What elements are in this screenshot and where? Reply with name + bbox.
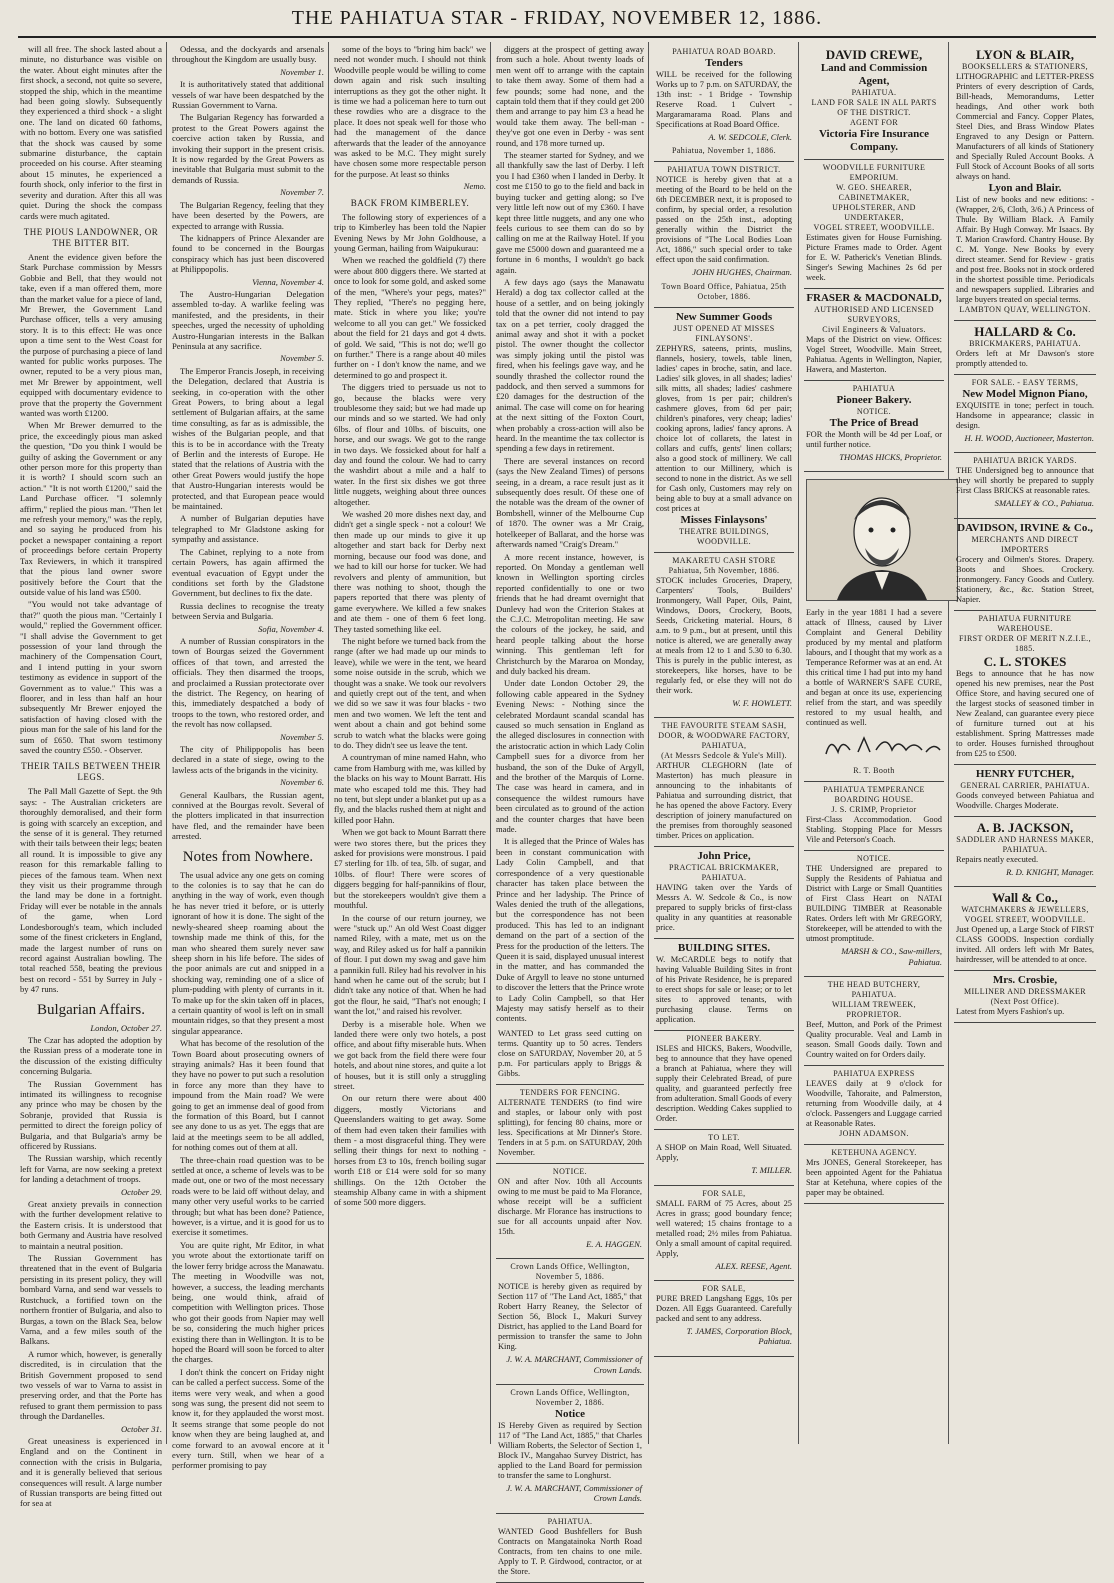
dateline: November 5. <box>280 731 324 742</box>
ad-wall-co: Wall & Co., WATCHMAKERS & JEWELLERS, VOGEL STREET, WOODVILLE. Just Opened up, a Large Stock of FIRST CLASS GOODS. Inspection cordially invited. All orders left with Mr Bates, hairdresser, will be attended to at once. <box>954 887 1096 971</box>
ad-wanted-grass: WANTED to Let grass seed cutting on terms. Quantity up to 50 acres. Tenders close on SATURDAY, November 20, at 5 p.m. For particulars apply to Briggs & Gibbs. <box>496 1026 644 1085</box>
article-paragraph: The kidnappers of Prince Alexander are found to be concerned in the Bourgas conspiracy which has just been discovered at Philippopolis. <box>172 232 324 275</box>
article-paragraph: A number of Russian conspirators in the town of Bourgas seized the Government offices of that town, and arrested the officials. They then disarmed the troops, and proclaimed a Russian protectorate over the district. The Regency, on hearing of this, immediately despatched a body of troops to the town, who restored order, and the revolt has now collapsed. <box>172 635 324 730</box>
ad-brick-yards: PAHIATUA BRICK YARDS. THE Undersigned beg to announce that they will shortly be prepared to supply First Class BRICKS at reasonable rates. SMALLEY & CO., Pahiatua. <box>954 453 1096 518</box>
ad-mignon-piano: FOR SALE. - EASY TERMS, New Model Mignon Piano, EXQUISITE in tone; perfect in touch. Handsome in appearance; classic in design. H. H. WOOD, Auctioneer, Masterton. <box>954 375 1096 453</box>
dateline: Sofia, November 4. <box>258 623 324 634</box>
ad-henry-futcher: HENRY FUTCHER, GENERAL CARRIER, PAHIATUA. Goods conveyed between Pahiatua and Woodville. Charges Moderate. <box>954 765 1096 817</box>
article-paragraph: I don't think the concert on Friday night can be called a perfect success. Some of the items were very weak, and when a good song was sung, the present did not seem to know it, for they applauded the worst most. It seems strange that some people do not know when they are being laughed at, and come forward to an avowal encore at it every turn. Still, when we hear of a performer promising to pay <box>172 1366 324 1471</box>
article-paragraph: Russia declines to recognise the treaty between Servia and Bulgaria. <box>172 600 324 622</box>
article-paragraph: When we reached the goldfield (7) there were about 800 diggers there. We started at once to look for some gold, and asked some of the men, "Where's your pegs, mates?" They replied, "There's no pegging here, mate. Stick in where you like; you're welcome to all you can get." We fossicked about the field for 21 days and got 4 dwts. of gold. We said, "This is not do; we'll go on further." There is a range about 40 miles further on - I don't know the name, and we determined to go and prospect it. <box>334 255 486 380</box>
headline-notes-from-nowhere: Notes from Nowhere. <box>182 848 314 865</box>
column-1 <box>20 44 162 1509</box>
article-paragraph: What has become of the resolution of the Town Board about prosecuting owners of straying animals? Has it been found that they have no power to put such a resolution in force any more than they have to impound from the Main road? We were going to get an immense deal of good from the formation of this Board, but I cannot see any done to us as yet. The eggs that are laid at the meetings seem to be all addled, for nothing comes out of them at all. <box>172 1038 324 1153</box>
column-3 <box>334 44 486 1444</box>
column-4 <box>496 44 644 1576</box>
column-rule <box>798 42 799 1444</box>
article-paragraph: When we got back to Mount Barratt there were two stores there, but the prices they asked for provisions were monstrous. I paid £7 sterling for 1lb. of tea, 5lb. of sugar, and 10lbs. of flour! There were scores of diggers begging for half-pannikins of flour, but the storekeepers wouldn't give them a mouthful. <box>334 827 486 911</box>
article-paragraph: We washed 20 more dishes next day, and didn't get a single speck - not a colour! We then made up our minds to give it up altogether and start back for Derby next morning, because our food was done, and we had to kill our horse for tucker. We had revolvers and plenty of ammunition, but there was nothing to shoot, though the papers reported that there was plenty of game everywhere. We killed a few snakes and ate them - one of them 6 feet long. They tasted something like eel. <box>334 509 486 634</box>
dateline: November 7. <box>280 187 324 198</box>
headline-bulgarian-affairs: Bulgarian Affairs. <box>36 1001 146 1018</box>
article-paragraph: On our return there were about 400 diggers, mostly Victorians and Queenslanders waiting to get away. Some of them had even taken their families with them - a most disgraceful thing. They were selling their things for next to nothing - horses from £3 to 10s, french boiling sugar worth £18 or £14 were sold for so many shillings. On the 12th October the steamship Albany came in with a shipment of some 500 more diggers. <box>334 1093 486 1208</box>
headline-their-tails: THEIR TAILS BETWEEN THEIR LEGS. <box>21 761 161 783</box>
column-2 <box>172 44 325 1471</box>
dateline: October 31. <box>120 1423 162 1434</box>
ad-to-let: TO LET. A SHOP on Main Road, Well Situated. Apply, T. MILLER. <box>654 1130 794 1185</box>
article-paragraph: Great uneasiness is experienced in England and on the Continent in connection with the crisis in Bulgaria, and it is generally believed that serious consequences will result. A large number of Russian transports are being fitted out for sea at <box>20 1435 162 1509</box>
article-paragraph: Odessa, and the dockyards and arsenals throughout the Kingdom are usually busy. <box>172 44 324 65</box>
ad-furniture-warehouse: PAHIATUA FURNITURE WAREHOUSE. FIRST ORDER OF MERIT N.Z.I.E., 1885. C. L. STOKES Begs to announce that he has now opened his new premises, near the Post Office Store, and having secured one of the largest stocks of seasoned timber in New Zealand, can guarantee every piece of furniture turned out at his establishment. Spring Mattresses made to order. Houses furnished throughout from £25 to £500. <box>954 611 1096 765</box>
article-paragraph: It is alleged that the Prince of Wales has been in constant communication with Lady Colin Campbell, and that correspondence of a very questionable character has taken place between the Prince and her ladyship. The Prince of Wales denied the truth of the allegations, but the correspondence has not been produced. This has led to an indignant demand on the part of a section of the Press for the production of the letters. The Queen it is said, displayed unusual interest in the matter, and has commanded the Duke of Argyll to leave no stone unturned to discover the letters that the Prince wrote to Lady Colin Campbell, so that Her Majesty may satisfy herself as to their contents. <box>496 836 644 1024</box>
article-paragraph: General Kaulbars, the Russian agent, connived at the Bourgas revolt. Several of the plotters implicated in that insurrection have fled, and the remainder have been arrested. <box>172 789 324 842</box>
ad-crown-lands-1: Crown Lands Office, Wellington, November 5, 1886. NOTICE is hereby given as required by Section 117 of "The Land Act, 1885," that Robert Harry Reaney, the Selector of Section 56, Block I., Makuri Survey District, has applied to the Land Board for permission to transfer the same to John King. J. W. A. MARCHANT, Commissioner of Crown Lands. <box>496 1259 644 1385</box>
headline-back-from-kimberley: BACK FROM KIMBERLEY. <box>350 197 470 208</box>
article-paragraph: The Pall Mall Gazette of Sept. the 9th says: - The Australian cricketers are thoroughly demoralised, and their form is going with scarcely an exception, and the sense of it is general. They returned with their tails between their legs; beaten all round. It is impossible to give any reason for this remarkable falling to pieces of the famous team. When next they visit us their programme through the land may be done in a fortnight. Friday will ever be notable in the annals of the game, when Lord Londesborough's team, which included some of the finest cricketers in England, made the largest number of runs on record against Australian bowling. The total reached 558, beating the previous best on record - 551 by Surrey in July - by 47 runs. <box>20 786 162 995</box>
ad-timber-notice: NOTICE. THE Undersigned are prepared to Supply the Residents of Pahiatua and District with Large or Small Quantities of First Class Heart on NATAI BUILDING TIMBER at Reasonable Rates. Orders left with Mr GREGORY, Storekeeper, will be attended to with the utmost promptitude. MARSH & CO., Saw-millers, Pahiatua. <box>804 851 944 977</box>
ad-head-butchery: THE HEAD BUTCHERY, PAHIATUA. WILLIAM TREWEEK, PROPRIETOR. Beef, Mutton, and Pork of the Primest Quality procurable. Veal and Lamb in season. Small Goods daily. Town and Country waited on for Orders daily. <box>804 977 944 1066</box>
signature: Nemo. <box>463 181 486 192</box>
ad-david-crewe: DAVID CREWE, Land and Commission Agent, PAHIATUA. LAND FOR SALE IN ALL PARTS OF THE DISTRICT. AGENT FOR Victoria Fire Insurance Company. <box>804 44 944 160</box>
ad-sash-factory: THE FAVOURITE STEAM SASH, DOOR, & WOODWARE FACTORY, PAHIATUA, (At Messrs Sedcole & Yule's Mill). ARTHUR CLEGHORN (late of Masterton) has much pleasure in announcing to the inhabitants of Pahiatua and surrounding district, that he has opened the above Factory. Every description of joinery manufactured on the premises from thoroughly seasoned timber. Prices on application. <box>654 718 794 847</box>
article-paragraph: diggers at the prospect of getting away from such a hole. About twenty loads of men went off to arrange with the captain to take them away. Some of them had a few pounds; some had none, and the captain told them that if they could get 200 them and arrange to pay him £3 a head he would take them away. The bell-man - they've got one even in Derby - was sent round, and 178 more turned up. <box>496 44 644 148</box>
ad-davidson-irvine: DAVIDSON, IRVINE & Co., MERCHANTS AND DIRECT IMPORTERS Grocery and Oilmen's Stores. Drapery. Boots and Shoes. Crockery. Ironmongery. Fancy Goods and Cutlery. Stationery, &c., &c. Station Street, Napier. <box>954 519 1096 611</box>
article-paragraph: The Czar has adopted the adoption by the Russian press of a moderate tone in the discussion of the existing difficulty concerning Bulgaria. <box>20 1034 162 1077</box>
article-paragraph: The Austro-Hungarian Delegation assembled to-day. A warlike feeling was manifested, and the presidents, in their speeches, urged the necessity of upholding Austro-Hungarian interests in the Balkan Peninsula at any sacrifice. <box>172 288 324 351</box>
article-paragraph: The city of Philippopolis has been declared in a state of siege, owing to the lawless acts of the brigands in the vicinity. <box>172 744 324 775</box>
article-paragraph: Derby is a miserable hole. When we landed there were only two hotels, a post office, and about fifty miserable huts. When we got back from the field there were four hotels, and about nine stores, and quite a lot of houses, but it is still only a struggling street. <box>334 1018 486 1091</box>
column-rule <box>490 42 491 1444</box>
article-paragraph: It is authoritatively stated that additional vessels of war have been despatched by the Russian Government to Varna. <box>172 79 324 111</box>
ad-woodville-furniture: WOODVILLE FURNITURE EMPORIUM. W. GEO. SHEARER, CABINETMAKER, UPHOLSTERER, AND UNDERTAKER, VOGEL STREET, WOODVILLE. Estimates given for House Furnishing. Picture Frames made to Order. Agent for E. W. Patherick's Venetian Blinds. Singer's Sewing Machines 2s 6d per week. <box>804 160 944 289</box>
dateline: October 29. <box>120 1186 162 1197</box>
portrait-engraving <box>806 479 958 601</box>
ad-makaretu-store: MAKARETU CASH STORE Pahiatua, 5th November, 1886. STOCK includes Groceries, Drapery, Carpenters' Tools, Builders' Ironmongery, Wall Paper, Oils, Paint, Windows, Doors, Crockery, Boots, Seeds, Cricketing material. Hours, 8 a.m. to 9 p.m., but at present, until this notice is altered, we are generally away at meals from 12 to 1 and 5.30 to 6.30. This is purely in the public interest, as storekeepers, like horses, have to be regularly fed, or else they will not do their work. W. F. HOWLETT. <box>654 553 794 718</box>
column-6 <box>804 44 944 1444</box>
article-paragraph: The diggers tried to persuade us not to go, because the blacks were very troublesome they said; but we had made up our minds and so we started. We had only 6lbs. of flour and 10lbs. of biscuits, one horse, and our swags. We got to the range in two days. We fossicked about for half a day and found the colour. We had to carry the washdirt about a mile and a half to water. In the first six dishes we got three little nuggets, weighing about three ounces altogether. <box>334 382 486 507</box>
article-paragraph: A rumor which, however, is generally discredited, is in circulation that the British Government proposed to send two vessels of war to Varna to assist in preserving order, and that the Porte has refused to grant them permission to pass through the Dardanelles. <box>20 1348 162 1422</box>
masthead: THE PAHIATUA STAR - FRIDAY, NOVEMBER 12, 1886. <box>291 7 823 29</box>
article-paragraph: some of the boys to "bring him back" we need not wonder much. I should not think Woodville people would be willing to come down again and risk such insulting interruptions as they got the other night. It is time we had a policeman here to turn out these rowdies who are a disgrace to the place. It does not speak well for those who had the management of the dance afterwards that the leader of the annoyance was asked to be M.C. They might surely have chosen some more respectable person for the purpose. At least so thinks <box>334 44 486 179</box>
article-paragraph: Anent the evidence given before the Stark Purchase commission by Messrs Gobbie and Bell, that they would not take, even if a man offered them, more than the market value for a piece of land, Mr Brewer, the Government Land Purchase officer, tells a very amusing story. It is to this effect: He was once upon a time sent to the West Coast for the purpose of purchasing a piece of land wanted for public works purposes. The owner, reputed to be a very pious man, met Mr Brewer by appointment, well equipped with documentary evidence to prove that the property the Government wanted was worth £1200. <box>20 251 162 418</box>
article-paragraph: The usual advice any one gets on coming to the colonies is to say that he can do anything in the way of work, even though he has never tried it before, or is utterly ignorant of how it is done. The sight of the newly-sheared sheep roaming about the township made me think of this, for the man who sheared them surely never saw sheep shorn in his life before. The sides of the poor animals are cut and snipped in a shocking way, reminding one of a slice of plum-pudding with plenty of currants in it. To make up for the skin taken off in places, a certain quantity of wool is left on in small mountain ridges, so that they present a most singular appearance. <box>172 869 324 1036</box>
article-paragraph: When Mr Brewer demurred to the price, the exceedingly pious man asked the question, "Do you think I would be guilty of asking the Government or any other person more for this property than it is worth? I should scorn such an action." "It is not worth £1200," said the Land Purchase officer. "I solemnly affirm," replied the pious man. "Then let me refresh your memory," was the reply, and so saying he produced from his pocket a newspaper containing a report of proceedings before certain Property Tax Reviewers, in which it transpired that the pious land owner swore positively before the Court that the outside value of his land was £500. <box>20 420 162 597</box>
article-paragraph: There are several instances on record (says the New Zealand Times) of persons seeing, in a dream, a race result just as it subsequently does result. Of these one of the notable was the dream of the owner of Bombshell, winner of the Melbourne Cup of 1870. The owner was a Mr Craig, hotelkeeper of Ballarat, and the horse was afterwards named "Craig's Dream." <box>496 455 644 550</box>
ad-town-district: PAHIATUA TOWN DISTRICT. NOTICE is hereby given that at a meeting of the Board to be held on the 6th DECEMBER next, it is proposed to confirm, by special order, a resolution passed on the 25th inst., adopting generally within the District the provisions of "The Local Bodies Loan Act, 1886," such special order to take effect upon the said confirmation. JOHN HUGHES, Chairman. Town Board Office, Pahiatua, 25th October, 1886. <box>654 162 794 307</box>
ad-pioneer-bakery: PIONEER BAKERY. ISLES and HICKS, Bakers, Woodville, beg to announce that they have opened a branch at Pahiatua, where they will supply their Celebrated Bread, of pure quality, and guaranteed perfectly free from adulteration. Small Goods of every description. Wedding Cakes supplied to Order. <box>654 1031 794 1130</box>
dateline: Vienna, November 4. <box>252 276 324 287</box>
article-paragraph: A countryman of mine named Hahn, who came from Hamburg with me, was killed by the blacks on his way to Mount Barratt. His mate who escaped told me this. They had no tent, but slept under a blanket put up as a fly, and the blacks rushed them at night and killed poor Hahn. <box>334 752 486 825</box>
ad-for-sale-eggs: FOR SALE, PURE BRED Langshang Eggs, 10s per Dozen. All Eggs Guaranteed. Carefully packed and sent to any address. T. JAMES, Corporation Block, Pahiatua. <box>654 1281 794 1357</box>
article-paragraph: The Russian Government has threatened that in the event of Bulgaria persisting in its present policy, they will bombard Varna, and send war vessels to Rustchuck, a fortified town on the northern frontier of Bulgaria, and also to Burgas, a town on the Black Sea, below Varna, and a few miles south of the Balkans. <box>20 1253 162 1347</box>
article-paragraph: The three-chain road question was to be settled at once, a scheme of levels was to be made out, one or two of the most necessary roads were to be laid off without delay, and many other very useful works to be carried through; but what has been done? Patience, however, is a virtue, and it is good for us to exercise it sometimes. <box>172 1154 324 1238</box>
article-paragraph: The Bulgarian Regency has forwarded a protest to the Great Powers against the coercive action taken by Russia, and invoking their support in the present crisis. It is now regarded by the Great Powers as inevitable that Bulgaria must submit to the demands of Russia. <box>172 112 324 185</box>
article-paragraph: The Russian warship, which recently left for Varna, are now seeking a pretext for landing a detachment of troops. <box>20 1153 162 1185</box>
ad-summer-goods: New Summer Goods JUST OPENED AT MISSES FINLAYSONS'. ZEPHYRS, sateens, prints, muslins, flannels, hosiery, towels, table linen, ladies' capes in broche, satin, and lace. Ladies' silk gloves, in all shades; ladies' silk mitts, all shades; ladies' cashmere gloves, from 1s per pair; children's cashmere gloves, from 6d per pair; children's pinafores, very cheap; ladies' cooking aprons, ladies' fancy aprons. A choice lot of collarets, the latest in collars and cuffs, gents' linen collars; also a good stock of millinery. We call attention to our Millinery, which is second to none in the district. As we sell for Cash only, Customers may rely on being able to buy at a small advance on cost prices at Misses Finlaysons' THEATRE BUILDINGS, WOODVILLE. <box>654 308 794 553</box>
ad-john-price: John Price, PRACTICAL BRICKMAKER, PAHIATUA. HAVING taken over the Yards of Messrs A. W. Sedcole & Co., is now prepared to supply bricks of first-class quality in any quantities at reasonable price. <box>654 847 794 939</box>
ad-notice-haggen: NOTICE. ON and after Nov. 10th all Accounts owing to me must be paid to Ma Florance, whose receipt will be a sufficient discharge. Mr Florance has instructions to sue for all accounts unpaid after Nov. 15th. E. A. HAGGEN. <box>496 1164 644 1259</box>
article-paragraph: Great anxiety prevails in connection with the further development relative to the Eastern crisis. It is understood that both Germany and Austria have resolved to maintain a neutral position. <box>20 1199 162 1251</box>
booth-signature <box>806 732 956 760</box>
article-paragraph: "You would not take advantage of that?" quoth the pious man. "Certainly I would," replied the Government officer. "I shall advise the Government to get possession of your land through the machinery of the Compensation Court, and I intend putting in your sworn testimony as evidence in support of the Government as to value." This was a floorer, and in less than half an hour subsequently Mr Brewer enjoyed the satisfaction of having closed with the pious man for the sale of his land for the sum of £650. That sworn testimony saved the country £550. - Observer. <box>20 599 162 755</box>
ad-building-sites: BUILDING SITES. W. McCARDLE begs to notify that having Valuable Building Sites in front of his Private Residence, he is prepared to erect shops for sale or lease; or to let sites to approved tenants, with purchasing clause. Terms on application. <box>654 939 794 1031</box>
ad-warners-safe-cure: Early in the year 1881 I had a severe attack of Illness, caused by Liver Complaint and General Debility produced by my mental and platform labours, and I thought that my work as a Temperance Reformer was at an end. At this critical time I had put into my hand a bottle of WARNER'S SAFE CURE, and began at once its use, experiencing relief from the start, and was speedily restored to my usual health, and continued as well. R. T. Booth <box>804 472 944 782</box>
ad-road-board-tenders: PAHIATUA ROAD BOARD. Tenders WILL be received for the following Works up to 7 p.m. on SATURDAY, the 13th inst: - 1 Bridge - Township Reserve Road. 1 Culvert - Margaramarama Road. Plans and Specifications at Road Board Office. A. W. SEDCOLE, Clerk. Pahiatua, November 1, 1886. <box>654 44 794 162</box>
ad-pahiatua-express: PAHIATUA EXPRESS LEAVES daily at 9 o'clock for Woodville, Tahoraite, and Palmerston, returning from Woodville daily, at 4 o'clock. Passengers and Luggage carried at Reasonable Rates. JOHN ADAMSON. <box>804 1066 944 1145</box>
dateline: November 1. <box>280 66 324 77</box>
ad-bushfellers: PAHIATUA. WANTED Good Bushfellers for Bush Contracts on Mangatainoka North Road Contracts, from ten chains to one mile. Apply to T. P. Girdwood, contractor, or at the Store. <box>496 1514 644 1583</box>
column-5 <box>654 44 794 1444</box>
article-paragraph: You are quite right, Mr Editor, in what you wrote about the extortionate tariff on the lower ferry bridge across the Manawatu. The meeting in Woodville was not, however, a success, the leading merchants being, one would think, afraid of competition with Wellington prices. Those who got their goods from Napier may well be so, considering the much higher prices existing there than in Wellington. It is to be hoped the Board will soon be forced to alter the charges. <box>172 1239 325 1365</box>
ad-fraser-macdonald: FRASER & MACDONALD, AUTHORISED AND LICENSED SURVEYORS, Civil Engineers & Valuators. Maps of the District on view. Offices: Vogel Street, Woodville. Main Street, Pahiatua. Agents in Wellington, Napier, Hawera, and Masterton. <box>804 289 944 381</box>
dateline: London, October 27. <box>90 1022 162 1033</box>
article-paragraph: The steamer started for Sydney, and we all thankfully saw the last of Derby. I left you I had £360 when I landed in Derby. It cost me £150 to go to the field and back in buying tucker and getting along; so I've very little left now out of my £360. I have kept three little nuggets, and any one who feels curious to see them can do so by calling on me at the Railway Hotel. If you gave me £5000 down and guaranteed me a fortune in 6 months, I wouldn't go back again. <box>496 150 644 275</box>
ad-lyon-blair: LYON & BLAIR, BOOKSELLERS & STATIONERS, LITHOGRAPHIC and LETTER-PRESS Printers of every description of Cards, Bill-heads, Memorandums, Letter headings, And other work both Commercial and Fancy. Copper Plates, Steel Dies, and Brass Window Plates Engraved to any Design or Pattern. Manufacturers of all kinds of Stationery and Specially Ruled Account Books. A Full Stock of Account Books of all sorts always on hand. Lyon and Blair. List of new books and new editions: - (Wrapper, 2/6, Cloth, 3/6.) A Princess of Thule. By William Black. A Family Affair. By Hugh Conway. Mr Isaacs. By T. Marion Crawford. Chantry House. By C. M. Yonge. New Books by every direct steamer. Send for Review - gratis and post free. Books not in stock ordered in the shortest possible time. Periodicals and newspapers supplied. Libraries and large buyers treated on special terms. LAMBTON QUAY, WELLINGTON. <box>954 44 1096 321</box>
ad-mrs-crosbie: Mrs. Crosbie, MILLINER AND DRESSMAKER (Next Post Office). Latest from Myers Fashion's up. <box>954 971 1096 1023</box>
column-7 <box>954 44 1096 1444</box>
ad-hallard: HALLARD & Co. BRICKMAKERS, PAHIATUA. Orders left at Mr Dawson's store promptly attended to. <box>954 321 1096 375</box>
column-rule <box>328 42 329 1444</box>
dateline: November 6. <box>280 777 324 788</box>
ad-ketehuna-agency: KETEHUNA AGENCY. Mrs JONES, General Storekeeper, has been appointed Agent for the Pahiatua Star at Ketehuna, where copies of the paper may be obtained. <box>804 1145 944 1204</box>
article-paragraph: The Cabinet, replying to a note from certain Powers, has again affirmed the eventual evacuation of Egypt under the conditions set forth by the Gladstone Government, but declines to fix the date. <box>172 546 324 599</box>
ad-tenders-fencing: TENDERS FOR FENCING. ALTERNATE TENDERS (to find wire and staples, or labour only with post splitting), for fencing 80 chains, more or less. Specifications at Mr Dinner's Store. Tenders in at 5 p.m. on SATURDAY, 20th November. <box>496 1085 644 1164</box>
article-paragraph: The following story of experiences of a trip to Kimberley has been told the Napier Evening News by Mr John Goldhouse, a young German, hailing from Waipukurau: <box>334 211 486 253</box>
column-rule <box>648 42 649 1444</box>
article-paragraph: A few days ago (says the Manawatu Herald) a dog tax collector called at the house of a settler, and on being jokingly told that the owner did not intend to pay tax on a pet terrier, cooly dragged the animal away and shot it with a pocket pistol. The owner thought the collector was simply joking until the pistol was fired, when his feelings gave way, and he soundly thrashed the collector round the paddock, and then served a summons for £20 damages for the destruction of the animal. The case will come on for hearing at the next sitting of the Foxton Court, when probably a cross-action will also be heard. In the meantime the tax collector is spending a few days in retirement. <box>496 276 644 454</box>
article-paragraph: A more recent instance, however, is reported. On Monday a gentleman well known in Wellington sporting circles reported confidentially to one or two friends that he had dreamt overnight that Dunlevy had won the Criterion Stakes at the C.J.C. Metropolitan meeting. He saw the colours of the jockey, he said, and heard people talking about the horse winning. This gentleman left for Christchurch by the Mararoa on Monday, and duly backed his dream. <box>496 551 644 676</box>
column-rule <box>166 42 167 1444</box>
article-paragraph: The Emperor Francis Joseph, in receiving the Delegation, declared that Austria is seeking, in co-operation with the other Great Powers, to bring about a legal settlement of Bulgarian affairs, at the same time consulting, as far as is admissible, the wishes of the Bulgarian people, and that this is to be in accordance with the Treaty of Berlin and the interests of Europe. He stated that the relations of Austria with the other Great Powers would justify the hope that Austro-Hungarian interests would be protected, and that European peace would be maintained. <box>172 365 324 512</box>
article-paragraph: In the course of our return journey, we were "stuck up." An old West Coast digger named Riley, with a mate, met us on the way, and Riley asked us for half a pannikin of flour. I put down my swag and gave him a pannikin full. Riley had his revolver in his hand when he came out of the scrub; but I didn't take any notice of that. When he had got the flour, he said, "That's not enough; I want the lot," and raised his revolver. <box>334 912 486 1017</box>
headline-pious-landowner: THE PIOUS LANDOWNER, OR THE BITTER BIT. <box>23 226 159 248</box>
article-paragraph: A number of Bulgarian deputies have telegraphed to Mr Gladstone asking for sympathy and assistance. <box>172 513 324 545</box>
ad-crown-lands-2: Crown Lands Office, Wellington, November 2, 1886. Notice IS Hereby Given as required by Section 117 of "The Land Act, 1885," that Charles William Roberts, the Selector of Section 1, Block IV., Mangahao Survey District, has applied to the Land Board for permission to transfer the same to Longhurst. J. W. A. MARCHANT, Commissioner of Crown Lands. <box>496 1385 644 1514</box>
ad-pioneer-bakery-bread: PAHIATUA Pioneer Bakery. NOTICE. The Price of Bread FOR the Month will be 4d per Loaf, or until further notice. THOMAS HICKS, Proprietor. <box>804 381 944 472</box>
article-paragraph: The night before we turned back from the range (after we had made up our minds to leave), while we were in the tent, we heard some noise outside in the scrub, which we thought was a snake. We took our revolvers and quietly crept out of the tent, and when we did so we saw it was four blacks - two men and two women. We left the tent and went about a chain and got behind some scrub to watch what the blacks were going to do. They didn't see us leave the tent. <box>334 635 486 750</box>
article-paragraph: will all free. The shock lasted about a minute, no disturbance was visible on the water. About eight minutes after the first shock, a second, not quite so severe, stopped the ship, which in the meantime had been going slowly. Subsequently they experienced a third shock - a slight one. The land on dicated 60 fathoms, with no bottom. Every one was satisfied that the shock was caused by some submarine disturbance, the captain proceeded on his course. After steaming about 15 minutes, he experienced a fourth shock, only inferior to the first in severity and duration. After this all was quiet. During the shock the compass cards were much agitated. <box>20 44 162 221</box>
article-paragraph: The Bulgarian Regency, feeling that they have been deserted by the Powers, are expected to arrange with Russia. <box>172 199 324 231</box>
ad-ab-jackson: A. B. JACKSON, SADDLER AND HARNESS MAKER, PAHIATUA. Repairs neatly executed. R. D. KNIGHT, Manager. <box>954 817 1096 887</box>
ad-temperance-boarding: PAHIATUA TEMPERANCE BOARDING HOUSE. J. S. CRIMP, Proprietor First-Class Accommodation. Good Stabling. Stopping Place for Messrs Vile and Peterson's Coach. <box>804 782 944 851</box>
masthead-rule <box>18 36 1096 38</box>
article-paragraph: The Russian Government has intimated its willingness to recognise any prince who may be chosen by the Sobranje, provided that Russia is permitted to direct the foreign policy of Bulgaria, and that Bulgaria's army be officered by Russians. <box>20 1078 162 1151</box>
dateline: November 5. <box>280 353 324 364</box>
article-paragraph: Under date London October 29, the following cable appeared in the Sydney Evening News: - Nothing since the celebrated Mordaunt scandal scandal has caused so much sensation in England as the alleged disclosures in connection with the aristocratic action in which Lady Colin Campbell sues for a divorce from her husband, the son of the Duke of Argyll, and the brother of the Marquis of Lorne. The case was heard in camera, and in consequence the wildest rumours have been circulated as to ground of the action and the counter charges that have been made. <box>496 678 644 835</box>
ad-for-sale-farm: FOR SALE, SMALL FARM of 75 Acres, about 25 Acres in grass; good boundary fence; well watered; 15 chains frontage to a metalled road; 2½ miles from Pahiatua. Only a small amount of capital required. Apply, ALEX. REESE, Agent. <box>654 1186 794 1281</box>
